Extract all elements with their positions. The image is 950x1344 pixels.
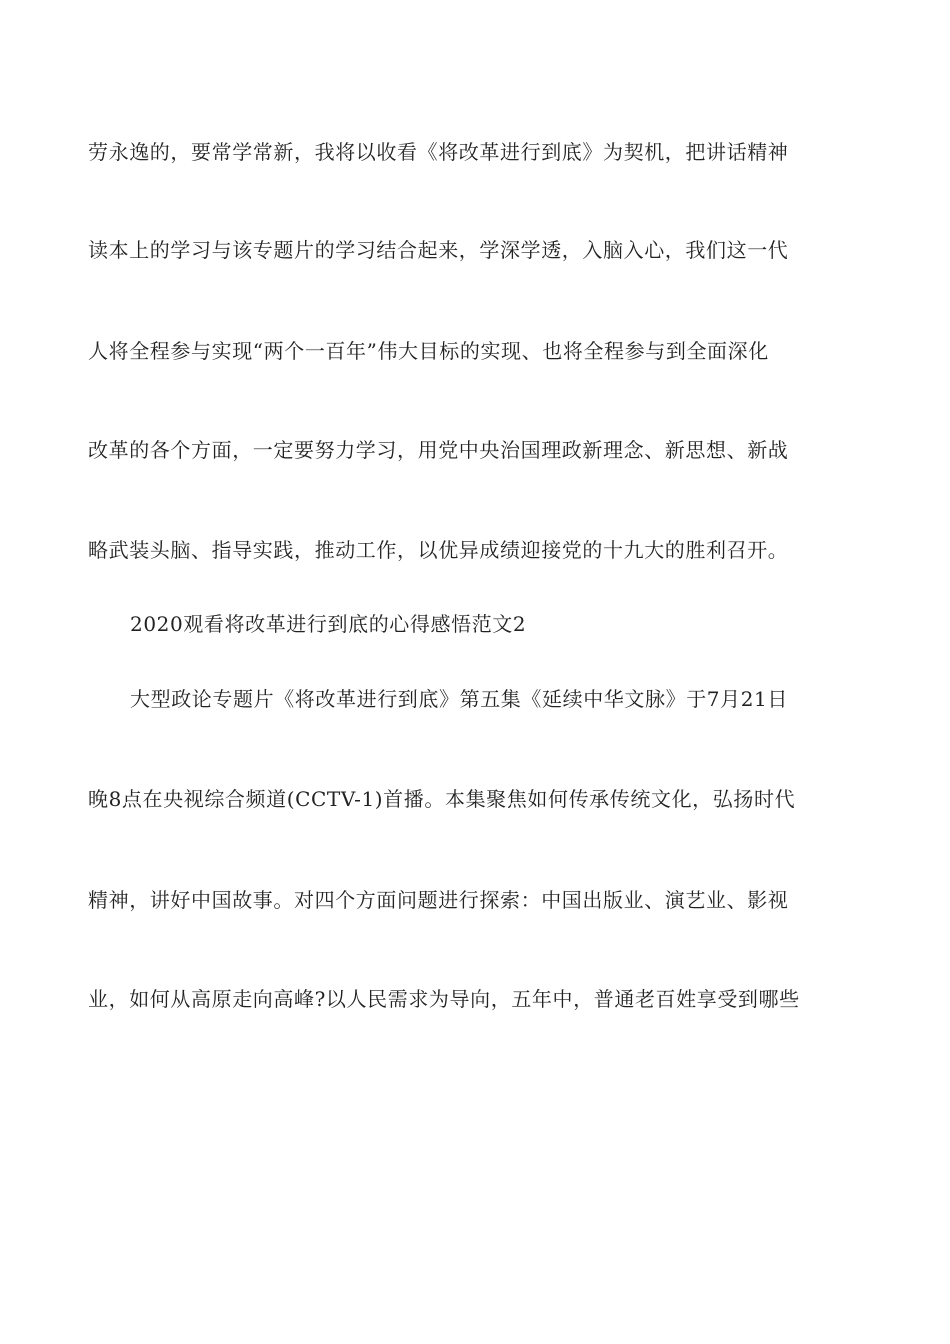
paragraph-1-line-2: 读本上的学习与该专题片的学习结合起来，学深学透，入脑入心，我们这一代 bbox=[88, 238, 789, 262]
paragraph-2-line-1: 大型政论专题片《将改革进行到底》第五集《延续中华文脉》于7月21日 bbox=[130, 687, 788, 711]
paragraph-1-line-3: 人将全程参与实现“两个一百年”伟大目标的实现、也将全程参与到全面深化 bbox=[88, 339, 769, 363]
paragraph-1-line-5: 略武装头脑、指导实践，推动工作，以优异成绩迎接党的十九大的胜利召开。 bbox=[88, 538, 789, 562]
paragraph-2-line-4: 业，如何从高原走向高峰?以人民需求为导向，五年中，普通老百姓享受到哪些 bbox=[88, 987, 800, 1011]
section-heading: 2020观看将改革进行到底的心得感悟范文2 bbox=[130, 612, 527, 636]
paragraph-1-line-1: 劳永逸的，要常学常新，我将以收看《将改革进行到底》为契机，把讲话精神 bbox=[88, 140, 789, 164]
paragraph-1-line-4: 改革的各个方面，一定要努力学习，用党中央治国理政新理念、新思想、新战 bbox=[88, 438, 789, 462]
paragraph-2-line-2: 晚8点在央视综合频道(CCTV-1)首播。本集聚焦如何传承传统文化，弘扬时代 bbox=[88, 787, 796, 811]
paragraph-2-line-3: 精神，讲好中国故事。对四个方面问题进行探索：中国出版业、演艺业、影视 bbox=[88, 888, 789, 912]
